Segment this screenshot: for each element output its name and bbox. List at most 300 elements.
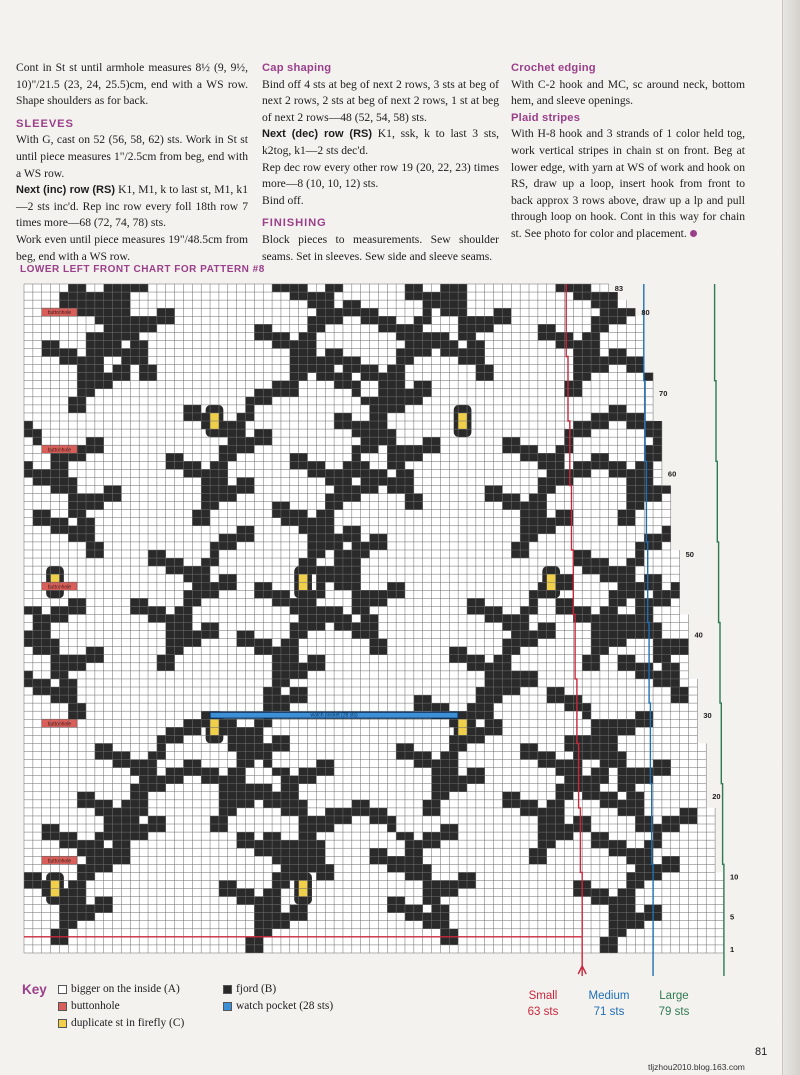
- fjord-stitch: [42, 510, 51, 518]
- fjord-stitch: [458, 357, 467, 365]
- fjord-stitch: [33, 437, 42, 445]
- fjord-stitch: [210, 558, 219, 566]
- fjord-stitch: [237, 792, 246, 800]
- fjord-stitch: [582, 711, 591, 719]
- fjord-stitch: [387, 590, 396, 598]
- row-number-label: 20: [712, 791, 721, 801]
- fjord-stitch: [175, 614, 184, 622]
- fjord-stitch: [272, 800, 281, 808]
- fjord-stitch: [59, 526, 68, 534]
- fjord-stitch: [272, 381, 281, 389]
- fjord-stitch: [210, 590, 219, 598]
- fjord-stitch: [95, 332, 104, 340]
- fjord-stitch: [228, 494, 237, 502]
- fjord-stitch: [370, 623, 379, 631]
- fjord-stitch: [139, 768, 148, 776]
- text-column-2: [262, 60, 499, 265]
- fjord-stitch: [148, 316, 157, 324]
- fjord-stitch: [564, 735, 573, 743]
- fjord-stitch: [246, 413, 255, 421]
- fjord-stitch: [113, 316, 122, 324]
- fjord-stitch: [325, 760, 334, 768]
- fjord-stitch: [370, 316, 379, 324]
- firefly-stitch: [547, 582, 556, 590]
- fjord-stitch: [432, 808, 441, 816]
- fjord-stitch: [378, 639, 387, 647]
- fjord-stitch: [86, 655, 95, 663]
- fjord-stitch: [485, 324, 494, 332]
- fjord-stitch: [440, 292, 449, 300]
- fjord-stitch: [662, 760, 671, 768]
- fjord-stitch: [246, 937, 255, 945]
- fjord-stitch: [95, 373, 104, 381]
- fjord-stitch: [228, 880, 237, 888]
- fjord-stitch: [246, 631, 255, 639]
- fjord-stitch: [449, 768, 458, 776]
- fjord-stitch: [635, 614, 644, 622]
- fjord-stitch: [564, 792, 573, 800]
- fjord-stitch: [68, 703, 77, 711]
- fjord-stitch: [618, 719, 627, 727]
- fjord-stitch: [308, 526, 317, 534]
- fjord-stitch: [130, 808, 139, 816]
- fjord-stitch: [254, 324, 263, 332]
- fjord-stitch: [387, 486, 396, 494]
- paragraph: Block pieces to measurements. Sew shoulder seams. Set in sleeves. Sew side and sleeve seams.: [262, 232, 499, 263]
- fjord-stitch: [157, 550, 166, 558]
- fjord-stitch: [582, 461, 591, 469]
- fjord-stitch: [263, 332, 272, 340]
- fjord-stitch: [618, 905, 627, 913]
- fjord-stitch: [254, 945, 263, 953]
- fjord-stitch: [228, 445, 237, 453]
- fjord-stitch: [183, 631, 192, 639]
- fjord-stitch: [228, 534, 237, 542]
- fjord-stitch: [564, 598, 573, 606]
- fjord-stitch: [183, 598, 192, 606]
- fjord-stitch: [104, 816, 113, 824]
- fjord-stitch: [458, 647, 467, 655]
- fjord-stitch: [432, 300, 441, 308]
- fjord-stitch: [485, 316, 494, 324]
- fjord-stitch: [175, 768, 184, 776]
- fjord-stitch: [618, 760, 627, 768]
- fjord-stitch: [635, 357, 644, 365]
- fjord-stitch: [299, 558, 308, 566]
- fjord-stitch: [228, 768, 237, 776]
- fjord-stitch: [423, 800, 432, 808]
- fjord-stitch: [387, 816, 396, 824]
- fjord-stitch: [228, 574, 237, 582]
- fjord-stitch: [272, 663, 281, 671]
- fjord-stitch: [618, 574, 627, 582]
- fjord-stitch: [361, 808, 370, 816]
- grid-row-bg: [24, 542, 671, 550]
- fjord-stitch: [626, 590, 635, 598]
- fjord-stitch: [635, 816, 644, 824]
- fjord-stitch: [210, 486, 219, 494]
- fjord-stitch: [626, 905, 635, 913]
- firefly-stitch: [51, 889, 60, 897]
- fjord-stitch: [396, 477, 405, 485]
- fjord-stitch: [308, 614, 317, 622]
- fjord-stitch: [104, 340, 113, 348]
- fjord-stitch: [556, 510, 565, 518]
- fjord-stitch: [432, 437, 441, 445]
- fjord-stitch: [378, 816, 387, 824]
- fjord-stitch: [556, 518, 565, 526]
- fjord-stitch: [139, 373, 148, 381]
- fjord-stitch: [494, 719, 503, 727]
- fjord-stitch: [272, 848, 281, 856]
- fjord-stitch: [237, 445, 246, 453]
- fjord-stitch: [440, 792, 449, 800]
- fjord-stitch: [538, 477, 547, 485]
- fjord-stitch: [511, 614, 520, 622]
- fjord-stitch: [653, 905, 662, 913]
- fjord-stitch: [59, 655, 68, 663]
- fjord-stitch: [476, 598, 485, 606]
- fjord-stitch: [86, 292, 95, 300]
- fjord-stitch: [414, 381, 423, 389]
- fjord-stitch: [272, 792, 281, 800]
- fjord-stitch: [432, 897, 441, 905]
- fjord-stitch: [378, 324, 387, 332]
- fjord-stitch: [77, 365, 86, 373]
- fjord-stitch: [600, 631, 609, 639]
- fjord-stitch: [86, 913, 95, 921]
- fjord-stitch: [59, 679, 68, 687]
- fjord-stitch: [95, 348, 104, 356]
- fjord-stitch: [192, 413, 201, 421]
- fjord-stitch: [325, 864, 334, 872]
- fjord-stitch: [325, 534, 334, 542]
- fjord-stitch: [476, 357, 485, 365]
- fjord-stitch: [352, 429, 361, 437]
- fjord-stitch: [281, 840, 290, 848]
- fjord-stitch: [352, 623, 361, 631]
- fjord-stitch: [582, 348, 591, 356]
- fjord-stitch: [662, 768, 671, 776]
- fjord-stitch: [51, 671, 60, 679]
- fjord-stitch: [254, 921, 263, 929]
- fjord-stitch: [653, 631, 662, 639]
- fjord-stitch: [591, 727, 600, 735]
- fjord-stitch: [77, 445, 86, 453]
- fjord-stitch: [494, 486, 503, 494]
- fjord-stitch: [591, 768, 600, 776]
- fjord-stitch: [130, 784, 139, 792]
- fjord-stitch: [609, 800, 618, 808]
- fjord-stitch: [210, 502, 219, 510]
- fjord-stitch: [432, 445, 441, 453]
- grid-row-bg: [24, 405, 653, 413]
- fjord-stitch: [618, 800, 627, 808]
- fjord-stitch: [626, 848, 635, 856]
- fjord-stitch: [370, 631, 379, 639]
- fjord-stitch: [582, 332, 591, 340]
- fjord-stitch: [308, 542, 317, 550]
- fjord-stitch: [281, 921, 290, 929]
- fjord-stitch: [263, 647, 272, 655]
- fjord-stitch: [95, 905, 104, 913]
- fjord-stitch: [68, 711, 77, 719]
- fjord-stitch: [626, 768, 635, 776]
- fjord-stitch: [343, 477, 352, 485]
- fjord-stitch: [476, 316, 485, 324]
- fjord-stitch: [237, 751, 246, 759]
- key-item-firefly: [58, 1017, 184, 1029]
- size-name: Medium: [588, 990, 630, 1002]
- fjord-stitch: [361, 373, 370, 381]
- fjord-stitch: [626, 510, 635, 518]
- grid-row-bg: [24, 639, 689, 647]
- fjord-stitch: [494, 494, 503, 502]
- fjord-stitch: [299, 864, 308, 872]
- fjord-stitch: [263, 832, 272, 840]
- fjord-stitch: [476, 663, 485, 671]
- fjord-stitch: [449, 889, 458, 897]
- fjord-stitch: [130, 792, 139, 800]
- fjord-stitch: [662, 864, 671, 872]
- fjord-stitch: [600, 566, 609, 574]
- fjord-stitch: [86, 332, 95, 340]
- fjord-stitch: [246, 526, 255, 534]
- fjord-stitch: [228, 453, 237, 461]
- fjord-stitch: [51, 461, 60, 469]
- fjord-stitch: [175, 453, 184, 461]
- fjord-stitch: [299, 606, 308, 614]
- fjord-stitch: [635, 864, 644, 872]
- fjord-stitch: [86, 445, 95, 453]
- fjord-stitch: [618, 631, 627, 639]
- fjord-stitch: [183, 768, 192, 776]
- fjord-stitch: [104, 743, 113, 751]
- fjord-stitch: [423, 316, 432, 324]
- buttonhole-label: buttonhole: [47, 584, 72, 591]
- fjord-stitch: [476, 711, 485, 719]
- fjord-stitch: [378, 413, 387, 421]
- fjord-stitch: [352, 606, 361, 614]
- fjord-stitch: [77, 357, 86, 365]
- fjord-stitch: [556, 606, 565, 614]
- fjord-stitch: [113, 340, 122, 348]
- fjord-stitch: [130, 348, 139, 356]
- fjord-stitch: [24, 606, 33, 614]
- fjord-stitch: [662, 639, 671, 647]
- fjord-stitch: [334, 357, 343, 365]
- fjord-stitch: [77, 905, 86, 913]
- fjord-stitch: [113, 816, 122, 824]
- fjord-stitch: [449, 929, 458, 937]
- fjord-stitch: [396, 357, 405, 365]
- fjord-stitch: [573, 606, 582, 614]
- fjord-stitch: [591, 461, 600, 469]
- fjord-stitch: [600, 461, 609, 469]
- fjord-stitch: [423, 340, 432, 348]
- fjord-stitch: [564, 768, 573, 776]
- end-bullet-icon: [690, 230, 697, 237]
- fjord-stitch: [626, 800, 635, 808]
- fjord-stitch: [237, 534, 246, 542]
- fjord-stitch: [334, 582, 343, 590]
- fjord-stitch: [334, 574, 343, 582]
- fjord-stitch: [387, 461, 396, 469]
- fjord-stitch: [228, 735, 237, 743]
- fjord-stitch: [556, 768, 565, 776]
- fjord-stitch: [600, 792, 609, 800]
- fjord-stitch: [272, 913, 281, 921]
- fjord-stitch: [51, 526, 60, 534]
- fjord-stitch: [405, 905, 414, 913]
- fjord-stitch: [42, 647, 51, 655]
- fjord-stitch: [228, 776, 237, 784]
- fjord-stitch: [618, 348, 627, 356]
- fjord-stitch: [378, 542, 387, 550]
- fjord-stitch: [281, 639, 290, 647]
- fjord-stitch: [33, 647, 42, 655]
- fjord-stitch: [405, 832, 414, 840]
- fjord-stitch: [77, 880, 86, 888]
- fjord-stitch: [148, 784, 157, 792]
- fjord-stitch: [42, 348, 51, 356]
- fjord-stitch: [86, 864, 95, 872]
- fjord-stitch: [325, 502, 334, 510]
- fjord-stitch: [600, 453, 609, 461]
- fjord-stitch: [316, 550, 325, 558]
- fjord-stitch: [42, 340, 51, 348]
- fjord-stitch: [86, 300, 95, 308]
- fjord-stitch: [316, 526, 325, 534]
- fjord-stitch: [653, 647, 662, 655]
- fjord-stitch: [290, 348, 299, 356]
- fjord-stitch: [77, 526, 86, 534]
- fjord-stitch: [86, 848, 95, 856]
- fjord-stitch: [281, 792, 290, 800]
- row-number-label: 1: [729, 944, 735, 954]
- fjord-stitch: [370, 365, 379, 373]
- fjord-stitch: [378, 421, 387, 429]
- fjord-stitch: [635, 800, 644, 808]
- size-sts: 79 sts: [658, 1006, 690, 1018]
- fjord-stitch: [476, 727, 485, 735]
- fjord-stitch: [316, 308, 325, 316]
- fjord-stitch: [272, 687, 281, 695]
- key-label: buttonhole: [71, 1000, 120, 1012]
- fjord-stitch: [113, 494, 122, 502]
- fjord-stitch: [308, 598, 317, 606]
- fjord-stitch: [538, 453, 547, 461]
- fjord-stitch: [396, 905, 405, 913]
- fjord-stitch: [547, 751, 556, 759]
- fjord-stitch: [440, 905, 449, 913]
- fjord-stitch: [405, 357, 414, 365]
- fjord-stitch: [564, 695, 573, 703]
- fjord-stitch: [121, 332, 130, 340]
- fjord-stitch: [325, 542, 334, 550]
- fjord-stitch: [370, 413, 379, 421]
- fjord-stitch: [272, 695, 281, 703]
- fjord-stitch: [113, 808, 122, 816]
- fjord-stitch: [201, 477, 210, 485]
- fjord-stitch: [529, 671, 538, 679]
- fjord-stitch: [653, 872, 662, 880]
- fjord-stitch: [547, 526, 556, 534]
- fjord-stitch: [59, 461, 68, 469]
- fjord-stitch: [626, 413, 635, 421]
- fjord-stitch: [272, 840, 281, 848]
- fjord-stitch: [626, 897, 635, 905]
- fjord-stitch: [689, 816, 698, 824]
- fjord-stitch: [467, 872, 476, 880]
- size-small-label: [513, 988, 573, 1020]
- fjord-stitch: [166, 776, 175, 784]
- fjord-stitch: [272, 340, 281, 348]
- fjord-stitch: [387, 856, 396, 864]
- fjord-stitch: [33, 880, 42, 888]
- fjord-stitch: [263, 840, 272, 848]
- fjord-stitch: [600, 413, 609, 421]
- fjord-stitch: [653, 655, 662, 663]
- fjord-stitch: [95, 800, 104, 808]
- fjord-stitch: [290, 340, 299, 348]
- fjord-stitch: [343, 534, 352, 542]
- fjord-stitch: [600, 421, 609, 429]
- fjord-stitch: [237, 768, 246, 776]
- fjord-stitch: [290, 606, 299, 614]
- fjord-stitch: [458, 348, 467, 356]
- fjord-stitch: [609, 735, 618, 743]
- fjord-stitch: [201, 518, 210, 526]
- fjord-stitch: [502, 679, 511, 687]
- fjord-stitch: [183, 614, 192, 622]
- fjord-stitch: [68, 510, 77, 518]
- fjord-stitch: [157, 776, 166, 784]
- fjord-stitch: [166, 655, 175, 663]
- fjord-stitch: [139, 808, 148, 816]
- firefly-stitch: [210, 413, 219, 421]
- fjord-stitch: [166, 639, 175, 647]
- fjord-stitch: [77, 292, 86, 300]
- fjord-stitch: [547, 469, 556, 477]
- fjord-stitch: [51, 655, 60, 663]
- fjord-stitch: [573, 469, 582, 477]
- fjord-stitch: [635, 856, 644, 864]
- fjord-stitch: [130, 606, 139, 614]
- fjord-stitch: [246, 477, 255, 485]
- fjord-stitch: [671, 816, 680, 824]
- fjord-stitch: [538, 760, 547, 768]
- fjord-stitch: [449, 284, 458, 292]
- fjord-stitch: [254, 590, 263, 598]
- fjord-stitch: [370, 397, 379, 405]
- fjord-stitch: [121, 848, 130, 856]
- key-title: Key: [22, 982, 47, 997]
- fjord-stitch: [334, 808, 343, 816]
- fjord-stitch: [618, 727, 627, 735]
- buttonhole-label: buttonhole: [47, 858, 72, 865]
- fjord-stitch: [316, 542, 325, 550]
- fjord-stitch: [370, 647, 379, 655]
- fjord-stitch: [59, 913, 68, 921]
- fjord-stitch: [148, 751, 157, 759]
- fjord-stitch: [609, 316, 618, 324]
- fjord-stitch: [591, 889, 600, 897]
- fjord-stitch: [423, 381, 432, 389]
- fjord-stitch: [175, 776, 184, 784]
- fjord-stitch: [352, 800, 361, 808]
- fjord-stitch: [325, 373, 334, 381]
